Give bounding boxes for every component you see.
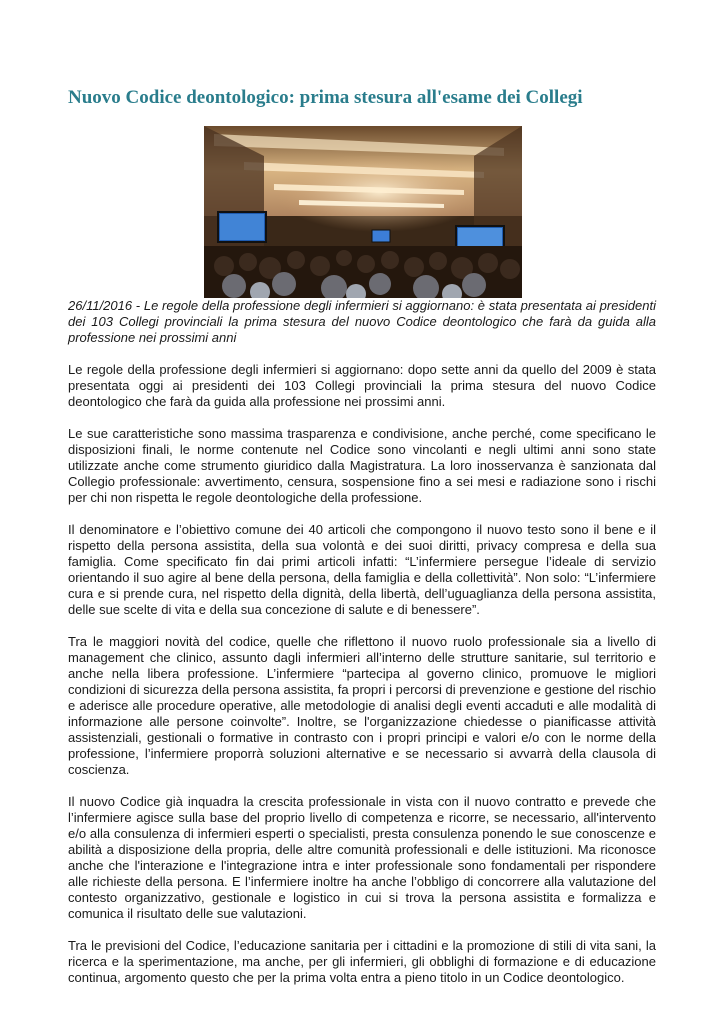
article-title: Nuovo Codice deontologico: prima stesura all'esame dei Collegi	[68, 87, 583, 108]
article-lead: 26/11/2016 - Le regole della professione degli infermieri si aggiornano: è stata presentata ai presidenti dei 103 Collegi provinciali la prima stesura del nuovo Codice deontologico che farà da guida alla professione nei prossimi anni	[68, 298, 656, 345]
article-paragraph: Tra le maggiori novità del codice, quelle che riflettono il nuovo ruolo professionale sia a livello di management che clinico, assunto dagli infermieri all’interno delle strutture sanitarie, sul territorio e anche nella libera professione. L’infermiere “partecipa al governo clinico, promuove le migliori condizioni di sicurezza della persona assistita, fa propri i percorsi di prevenzione e gestione del rischio e aderisce alle procedure operative, alle metodologie di analisi degli eventi accaduti e alle modalità di informazione alle persone coinvolte”. Inoltre, se l'organizzazione chiedesse o pianificasse attività assistenziali, gestionali o formative in contrasto con i propri principi e valori e/o con le norme della professione, l’infermiere proporrà soluzioni alternative e se necessario si avvarrà della clausola di coscienza.	[68, 634, 656, 777]
article-paragraph: Il denominatore e l’obiettivo comune dei 40 articoli che compongono il nuovo testo sono il bene e il rispetto della persona assistita, della sua volontà e dei suoi diritti, privacy compresa e della sua famiglia. Come specificato fin dai primi articoli infatti: “L’infermiere persegue l’ideale di servizio orientando il suo agire al bene della persona, della famiglia e della collettività”. Non solo: “L’infermiere cura e si prende cura, nel rispetto della dignità, della libertà, dell’uguaglianza della persona assistita, delle sue scelte di vita e della sua concezione di salute e di benessere”.	[68, 522, 656, 617]
article-paragraph: Tra le previsioni del Codice, l’educazione sanitaria per i cittadini e la promozione di stili di vita sani, la ricerca e la sperimentazione, ma anche, per gli infermieri, gli obblighi di formazione e di educazione continua, argomento questo che per la prima volta entra a pieno titolo in un Codice deontologico.	[68, 938, 656, 985]
article-paragraph: Il nuovo Codice già inquadra la crescita professionale in vista con il nuovo contratto e prevede che l’infermiere agisce sulla base del proprio livello di competenza e ricorre, se necessario, all'intervento e/o alla consulenza di infermieri esperti o specialisti, presta consulenza ponendo le sue conoscenze e abilità a disposizione della propria, delle altre comunità professionali e delle istituzioni. Ma riconosce anche che l'interazione e l'integrazione intra e inter professionale sono fondamentali per rispondere alle richieste della persona. E l’infermiere inoltre ha anche l’obbligo di concorrere alla valutazione del contesto organizzativo, gestionale e logistico in cui si trova la persona assistita e formalizza e comunica il risultato delle sue valutazioni.	[68, 794, 656, 921]
article-paragraph: Le regole della professione degli infermieri si aggiornano: dopo sette anni da quello del 2009 è stata presentata oggi ai presidenti dei 103 Collegi provinciali la prima stesura del nuovo Codice deontologico che farà da guida alla professione nei prossimi anni.	[68, 362, 656, 409]
article-body	[68, 298, 656, 1002]
article-paragraph: Le sue caratteristiche sono massima trasparenza e condivisione, anche perché, come specificano le disposizioni finali, le norme contenute nel Codice sono vincolanti e negli ultimi anni sono state utilizzate anche come strumento giuridico dalla Magistratura. La loro inosservanza è sanzionata dal Collegio professionale: avvertimento, censura, sospensione fino a sei mesi e radiazione sono i rischi per chi non rispetta le regole deontologiche della professione.	[68, 426, 656, 505]
conference-photo	[204, 126, 522, 298]
